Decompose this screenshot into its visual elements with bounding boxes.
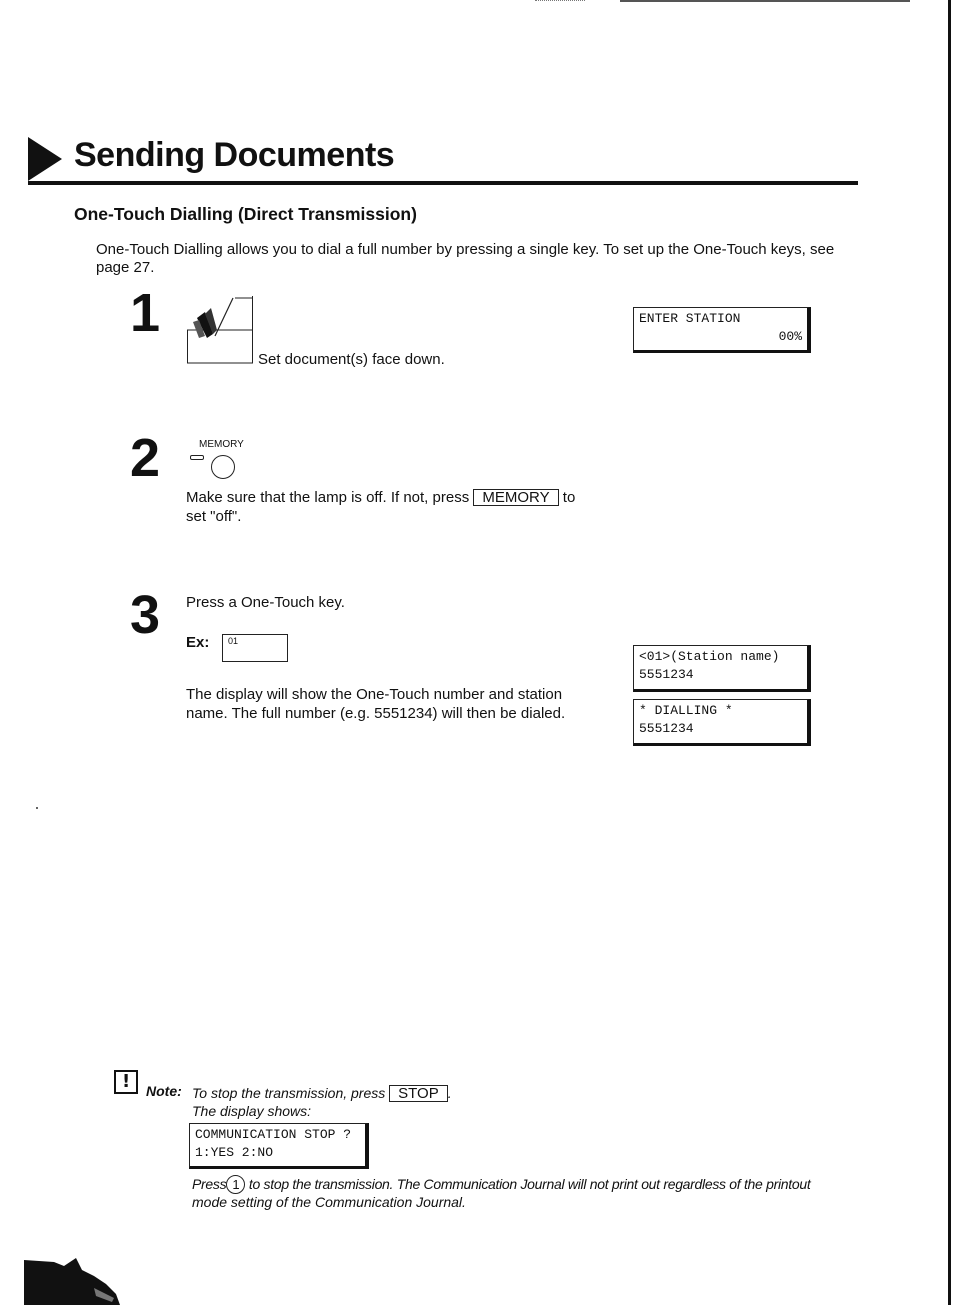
document-feeder-icon [187, 296, 253, 364]
key-1-icon: 1 [226, 1175, 245, 1194]
step-3-desc-line2: name. The full number (e.g. 5551234) will then be dialed. [186, 705, 566, 722]
step-3-number: 3 [130, 585, 161, 645]
note-line1 [192, 1084, 452, 1102]
step-1-number: 1 [130, 283, 161, 343]
title-arrow-icon [28, 137, 62, 181]
top-dots [535, 0, 585, 2]
lcd-line2: 5551234 [639, 721, 694, 736]
example-label: Ex: [186, 634, 210, 651]
note-line4: mode setting of the Communication Journal. [192, 1194, 466, 1210]
step-3-text: Press a One-Touch key. [186, 594, 345, 611]
page-corner-tab [24, 1258, 120, 1305]
lcd-line2: 1:YES 2:NO [195, 1145, 274, 1160]
section-title: One-Touch Dialling (Direct Transmission) [74, 204, 417, 224]
lcd-line2: 00% [778, 329, 802, 344]
top-rule [620, 0, 910, 2]
lcd-line1: <01>(Station name) [639, 649, 780, 664]
note-label: Note: [146, 1083, 182, 1099]
step-1-text: Set document(s) face down. [258, 351, 445, 368]
step-2-text-line2: set "off". [186, 508, 242, 525]
memory-key-icon [211, 455, 235, 479]
note-press: Press [192, 1176, 227, 1192]
scan-speck [36, 807, 38, 809]
page-title: Sending Documents [74, 136, 395, 174]
one-touch-key-example [222, 634, 288, 662]
page-edge [948, 0, 951, 1305]
memory-button: MEMORY [473, 489, 558, 506]
note-icon: ! [114, 1070, 138, 1094]
lcd-display-station [633, 645, 811, 692]
note-line2: The display shows: [192, 1103, 312, 1119]
intro-text: One-Touch Dialling allows you to dial a full number by pressing a single key. To set up the One-Touch keys, see page 27. [96, 241, 835, 276]
title-rule [28, 181, 858, 185]
step-2-text-before: Make sure that the lamp is off. If not, press [186, 489, 470, 506]
note-line3 [192, 1175, 810, 1194]
note-line1-before: To stop the transmission, press [192, 1085, 386, 1101]
lcd-line2: 5551234 [639, 667, 694, 682]
note-line3-rest: to stop the transmission. The Communication Journal will not print out regardless of the printout [248, 1176, 811, 1192]
lcd-line1: ENTER STATION [639, 311, 741, 326]
lcd-display-stop [189, 1123, 369, 1169]
note-line1-after: . [447, 1085, 452, 1101]
one-touch-key-number: 01 [228, 636, 239, 646]
step-2-number: 2 [130, 428, 161, 488]
step-2-text-after: to [562, 489, 576, 506]
stop-button: STOP [389, 1085, 448, 1102]
lcd-display-dialling [633, 699, 811, 746]
memory-key-label: MEMORY [199, 439, 244, 450]
step-2-text [186, 488, 575, 507]
lcd-display-step1 [633, 307, 811, 353]
lcd-line1: COMMUNICATION STOP ? [195, 1127, 352, 1142]
step-3-desc-line1: The display will show the One-Touch number and station [186, 686, 563, 703]
memory-lamp-icon [190, 455, 204, 460]
lcd-line1: * DIALLING * [639, 703, 733, 718]
